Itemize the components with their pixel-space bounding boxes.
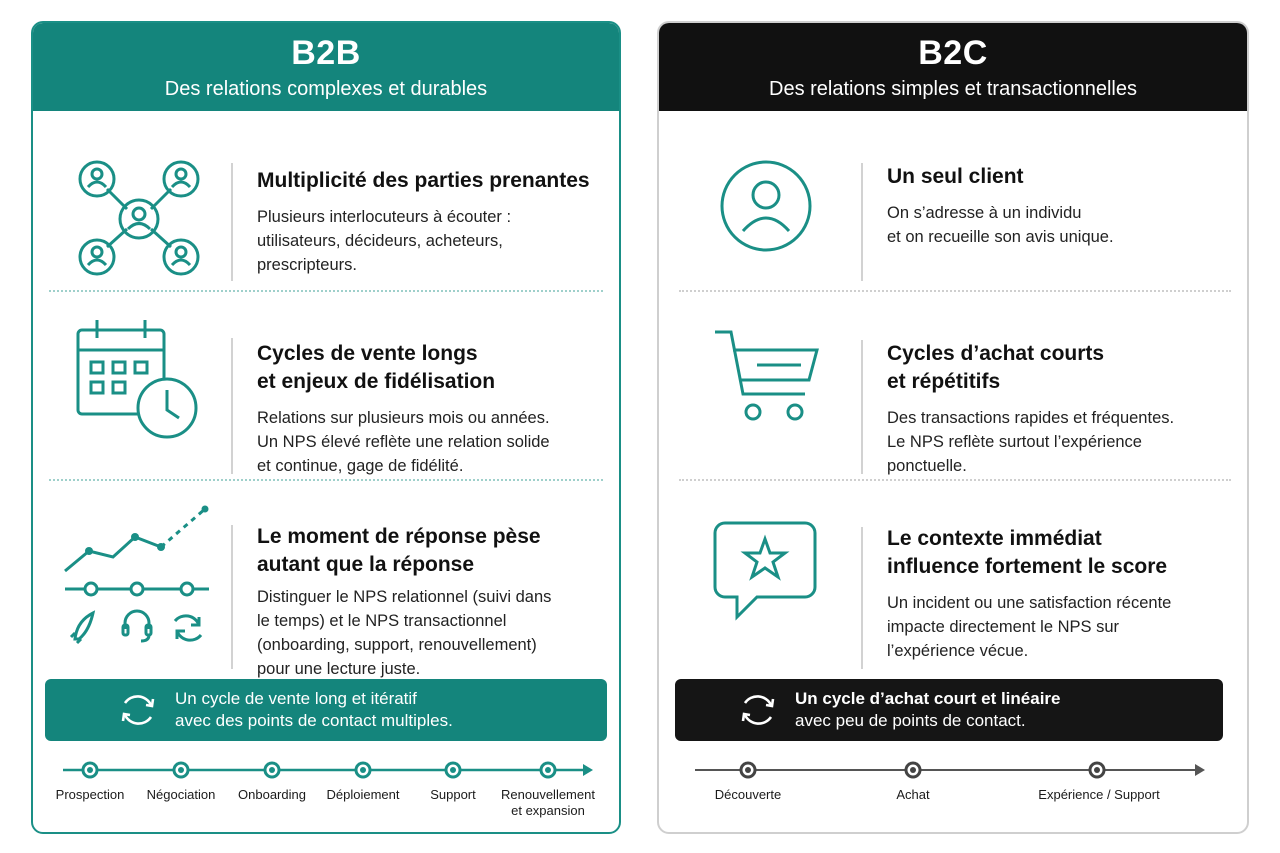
b2c-divider-2	[679, 479, 1231, 481]
b2c-section-purchase-cycles	[659, 298, 1247, 478]
b2c-section-desc	[887, 591, 1227, 663]
b2b-title: B2B	[291, 34, 361, 72]
cycle-arrows-icon	[739, 691, 777, 729]
b2c-section-desc	[887, 201, 1227, 249]
desc-line: Relations sur plusieurs mois ou années.	[257, 409, 550, 427]
desc-line: Des transactions rapides et fréquentes.	[887, 409, 1175, 427]
timeline-label-line: Renouvellement	[501, 787, 595, 802]
title-line: influence fortement le score	[887, 555, 1168, 578]
desc-line: le temps) et le NPS transactionnel	[257, 612, 507, 630]
timeline-step-achat: Achat	[896, 787, 930, 802]
banner-line-1: Un cycle de vente long et itératif	[175, 689, 417, 708]
b2b-section-desc	[257, 585, 607, 681]
desc-line: et on recueille son avis unique.	[887, 228, 1114, 246]
desc-line: Le NPS reflète surtout l’expérience	[887, 433, 1142, 451]
desc-line: Un NPS élevé reflète une relation solide	[257, 433, 550, 451]
b2c-section-title	[887, 163, 1227, 191]
stakeholders-network-icon	[77, 159, 201, 277]
timeline-label-line: et expansion	[511, 803, 585, 818]
b2c-header	[659, 23, 1247, 111]
timeline-step-experience-support: Expérience / Support	[1038, 787, 1160, 802]
b2b-section-divider	[231, 525, 233, 669]
title-line: autant que la réponse	[257, 553, 475, 576]
title-line: Cycles d’achat courts	[887, 342, 1105, 365]
desc-line: l’expérience vécue.	[887, 642, 1029, 660]
b2b-section-divider	[231, 338, 233, 474]
b2b-section-stakeholders	[33, 133, 619, 283]
b2c-section-title	[887, 340, 1227, 396]
desc-line: et continue, gage de fidélité.	[257, 457, 464, 475]
desc-line: impacte directement le NPS sur	[887, 618, 1120, 636]
desc-line: ponctuelle.	[887, 457, 967, 475]
cycle-arrows-icon	[119, 691, 157, 729]
timeline-step-negociation: Négociation	[146, 787, 216, 802]
timeline-step-deploiement: Déploiement	[326, 787, 400, 802]
b2b-section-title	[257, 523, 607, 579]
b2b-timeline	[33, 753, 619, 833]
b2c-section-divider	[861, 527, 863, 669]
timeline-step-onboarding: Onboarding	[238, 787, 306, 802]
desc-line: utilisateurs, décideurs, acheteurs,	[257, 232, 503, 250]
title-line: et répétitifs	[887, 370, 1001, 393]
calendar-clock-icon	[75, 318, 201, 442]
b2b-section-divider	[231, 163, 233, 281]
b2b-section-desc	[257, 205, 607, 277]
b2b-header	[33, 23, 619, 111]
title-line: Cycles de vente longs	[257, 342, 478, 365]
b2b-section-title	[257, 167, 607, 195]
b2c-timeline	[659, 753, 1247, 833]
b2b-divider-1	[49, 290, 603, 292]
b2b-section-desc	[257, 406, 607, 478]
b2b-panel	[31, 21, 621, 834]
b2c-timeline-track	[659, 753, 1249, 789]
desc-line: On s’adresse à un individu	[887, 204, 1082, 222]
banner-line-2: avec des points de contact multiples.	[175, 711, 453, 730]
b2b-cycle-banner	[45, 679, 607, 741]
title-line: Le contexte immédiat	[887, 527, 1102, 550]
b2c-section-single-client	[659, 133, 1247, 283]
b2b-section-response-timing	[33, 485, 619, 678]
b2c-section-desc	[887, 406, 1227, 478]
b2b-section-title	[257, 340, 607, 396]
timeline-step-decouverte: Découverte	[714, 787, 782, 802]
desc-line: Plusieurs interlocuteurs à écouter :	[257, 208, 512, 226]
timeline-step-prospection: Prospection	[55, 787, 125, 802]
title-line: Multiplicité des parties prenantes	[257, 169, 590, 192]
b2c-panel	[657, 21, 1249, 834]
star-speech-bubble-icon	[713, 521, 819, 623]
desc-line: Un incident ou une satisfaction récente	[887, 594, 1172, 612]
b2c-section-divider	[861, 340, 863, 474]
desc-line: pour une lecture juste.	[257, 660, 421, 678]
b2c-section-divider	[861, 163, 863, 281]
b2c-subtitle: Des relations simples et transactionnelles	[769, 78, 1137, 100]
b2b-timeline-track	[33, 753, 621, 789]
b2b-subtitle: Des relations complexes et durables	[164, 78, 488, 100]
banner-line-1: Un cycle d’achat court et linéaire	[795, 689, 1061, 708]
banner-line-2: avec peu de points de contact.	[795, 711, 1026, 730]
b2c-section-title	[887, 525, 1227, 581]
title-line: et enjeux de fidélisation	[257, 370, 496, 393]
title-line: Un seul client	[887, 165, 1024, 188]
b2c-divider-1	[679, 290, 1231, 292]
timeline-step-renouvellement	[495, 787, 601, 819]
desc-line: prescripteurs.	[257, 256, 357, 274]
desc-line: Distinguer le NPS relationnel (suivi dans	[257, 588, 552, 606]
shopping-cart-icon	[713, 328, 821, 428]
b2b-section-sales-cycles	[33, 298, 619, 478]
b2c-section-immediate-context	[659, 485, 1247, 675]
trend-timeline-icon	[63, 505, 213, 647]
b2b-divider-2	[49, 479, 603, 481]
b2c-title: B2C	[918, 34, 988, 72]
desc-line: (onboarding, support, renouvellement)	[257, 636, 537, 654]
b2c-cycle-banner	[675, 679, 1223, 741]
title-line: Le moment de réponse pèse	[257, 525, 541, 548]
single-user-icon	[719, 159, 813, 253]
timeline-step-support: Support	[430, 787, 476, 802]
